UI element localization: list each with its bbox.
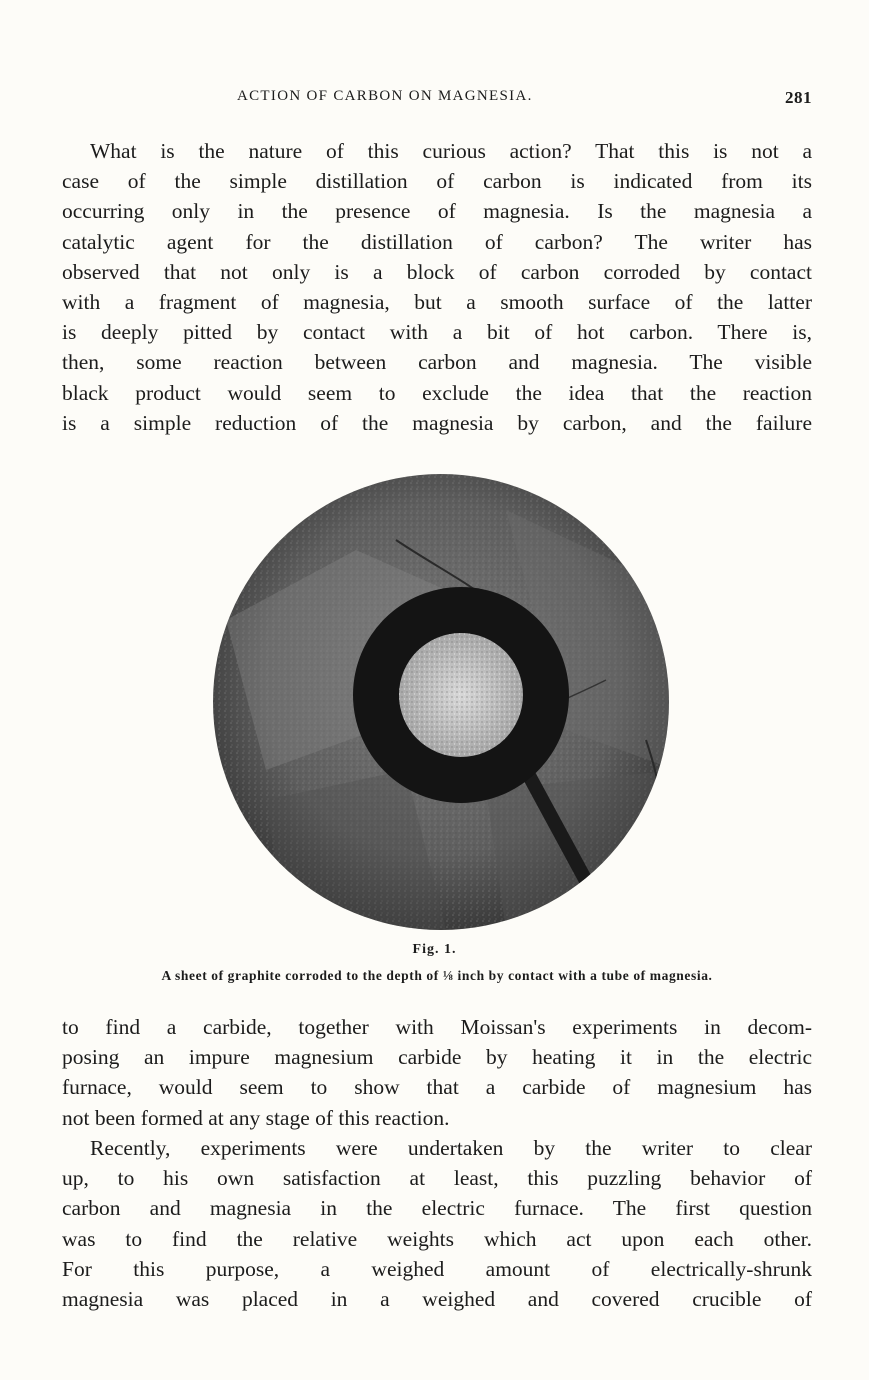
text-line: black product would seem to exclude the idea that the reaction [62, 380, 812, 405]
text-line: case of the simple distillation of carbon is indicated from its [62, 169, 812, 194]
text-line: observed that not only is a block of carbon corroded by contact [62, 259, 812, 284]
text-line: occurring only in the presence of magnesia. Is the magnesia a [62, 199, 812, 224]
text-line: up, to his own satisfaction at least, this puzzling behavior of [62, 1166, 812, 1191]
text-line: What is the nature of this curious action? That this is not a [90, 139, 812, 163]
text-line: carbon and magnesia in the electric furnace. The first question [62, 1196, 812, 1221]
text-line: not been formed at any stage of this reaction. [62, 1105, 450, 1130]
text-line: Recently, experiments were undertaken by the writer to clear [90, 1136, 812, 1160]
text-line: For this purpose, a weighed amount of electrically-shrunk [62, 1256, 812, 1281]
text-line: catalytic agent for the distillation of carbon? The writer has [62, 229, 812, 254]
text-line: is a simple reduction of the magnesia by carbon, and the failure [62, 410, 812, 435]
figure-caption: A sheet of graphite corroded to the depth of ⅛ inch by contact with a tube of magnesia. [161, 968, 713, 983]
paragraph-3 [62, 1133, 812, 1314]
page-number: 281 [785, 88, 812, 107]
figure-label: Fig. 1. [412, 942, 457, 957]
text-line: posing an impure magnesium carbide by heating it in the electric [62, 1045, 812, 1070]
running-title: ACTION OF CARBON ON MAGNESIA. [237, 88, 533, 104]
text-line: then, some reaction between carbon and magnesia. The visible [62, 350, 812, 375]
text-line: to find a carbide, together with Moissan's experiments in decom- [62, 1015, 812, 1039]
text-line: furnace, would seem to show that a carbide of magnesium has [62, 1075, 812, 1100]
text-line: with a fragment of magnesia, but a smooth surface of the latter [62, 289, 812, 314]
text-line: is deeply pitted by contact with a bit of hot carbon. There is, [62, 320, 812, 345]
graphite-disc-photo [206, 470, 676, 930]
paragraph-2 [62, 1012, 812, 1133]
paragraph-1 [62, 136, 812, 438]
text-line: magnesia was placed in a weighed and covered crucible of [62, 1286, 812, 1311]
text-line: was to find the relative weights which act upon each other. [62, 1226, 812, 1251]
running-head [62, 88, 812, 110]
